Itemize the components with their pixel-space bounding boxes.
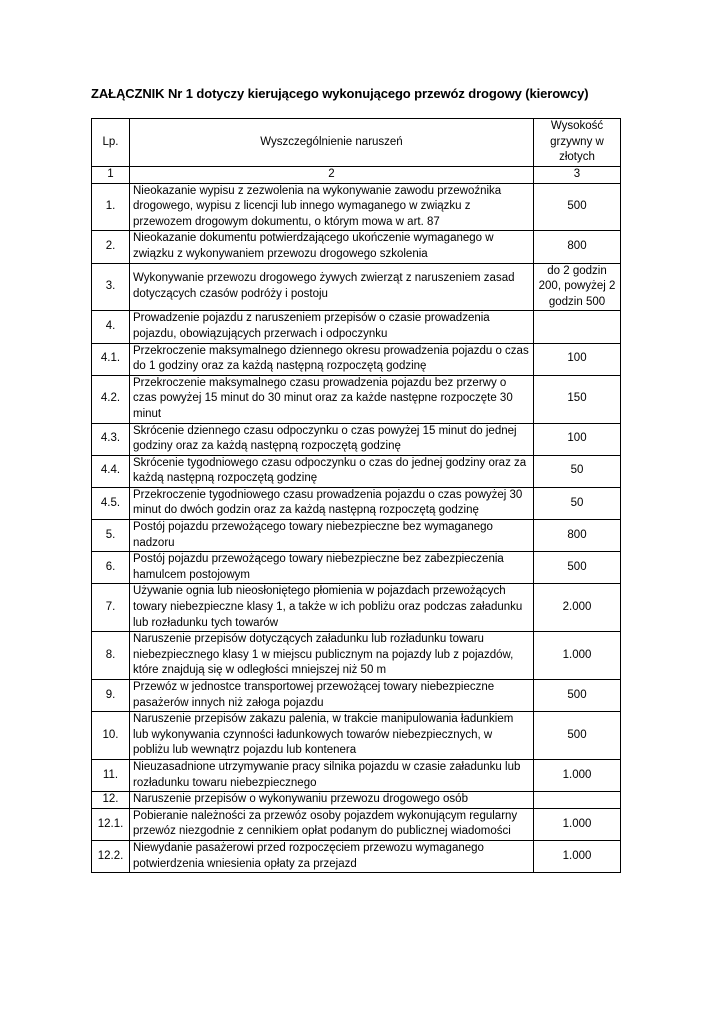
row-lp: 12.2. [92,840,130,872]
table-row [92,455,621,487]
row-amount: 2.000 [534,584,621,632]
row-description: Przekroczenie tygodniowego czasu prowadzenia pojazdu o czas powyżej 30 minut do dwóch godzin oraz za każdą następną rozpoczętą godzinę [130,487,534,519]
table-row [92,584,621,632]
row-lp: 11. [92,759,130,791]
col-number-1: 1 [92,167,130,184]
row-description: Przewóz w jednostce transportowej przewożącej towary niebezpieczne pasażerów innych niż załoga pojazdu [130,680,534,712]
page-title: ZAŁĄCZNIK Nr 1 dotyczy kierującego wykonującego przewóz drogowy (kierowcy) [91,86,589,101]
table-row [92,263,621,311]
row-amount: 150 [534,375,621,423]
row-amount: 1.000 [534,840,621,872]
row-lp: 4. [92,311,130,343]
row-lp: 5. [92,520,130,552]
row-amount: 800 [534,520,621,552]
row-amount: 50 [534,455,621,487]
row-description: Prowadzenie pojazdu z naruszeniem przepisów o czasie prowadzenia pojazdu, obowiązujących przerwach i odpoczynku [130,311,534,343]
row-description: Skrócenie dziennego czasu odpoczynku o czas powyżej 15 minut do jednej godziny oraz za każdą następną rozpoczętą godzinę [130,423,534,455]
row-lp: 4.2. [92,375,130,423]
row-description: Nieokazanie dokumentu potwierdzającego ukończenie wymaganego w związku z wykonywaniem przewozu drogowego szkolenia [130,231,534,263]
table-row [92,375,621,423]
col-number-3: 3 [534,167,621,184]
row-amount: 800 [534,231,621,263]
row-description: Naruszenie przepisów zakazu palenia, w trakcie manipulowania ładunkiem lub wykonywania czynności ładunkowych towarów niebezpiecznych, w pobliżu lub wewnątrz pojazdu lub kontenera [130,712,534,760]
table-row [92,183,621,231]
row-amount: 50 [534,487,621,519]
table-row [92,552,621,584]
row-lp: 4.3. [92,423,130,455]
row-description: Pobieranie należności za przewóz osoby pojazdem wykonującym regularny przewóz niezgodnie z cennikiem opłat podanym do publicznej wiadomości [130,808,534,840]
table-header-row [92,119,621,167]
table-row [92,808,621,840]
row-amount: 1.000 [534,632,621,680]
row-amount: 500 [534,712,621,760]
row-amount: 1.000 [534,759,621,791]
table-row [92,632,621,680]
table-row [92,311,621,343]
row-lp: 2. [92,231,130,263]
row-lp: 10. [92,712,130,760]
table-row [92,231,621,263]
row-amount: 500 [534,680,621,712]
table-row [92,792,621,809]
table-row [92,343,621,375]
row-description: Postój pojazdu przewożącego towary niebezpieczne bez zabezpieczenia hamulcem postojowym [130,552,534,584]
row-description: Przekroczenie maksymalnego dziennego okresu prowadzenia pojazdu o czas do 1 godziny oraz za każdą następną rozpoczętą godzinę [130,343,534,375]
row-lp: 4.1. [92,343,130,375]
row-amount: 500 [534,552,621,584]
row-amount [534,311,621,343]
row-description: Naruszenie przepisów dotyczących załadunku lub rozładunku towaru niebezpiecznego klasy 1 w miejscu publicznym na pojazdy lub z pojazdów, które znajdują się w odległości mniejszej niż 50 m [130,632,534,680]
row-lp: 4.4. [92,455,130,487]
row-amount: 1.000 [534,808,621,840]
row-amount: 100 [534,423,621,455]
header-lp: Lp. [92,119,130,167]
header-amount: Wysokość grzywny w złotych [534,119,621,167]
table-row [92,423,621,455]
row-lp: 4.5. [92,487,130,519]
row-amount [534,792,621,809]
row-amount: 100 [534,343,621,375]
row-lp: 7. [92,584,130,632]
row-description: Postój pojazdu przewożącego towary niebezpieczne bez wymaganego nadzoru [130,520,534,552]
table-row [92,712,621,760]
row-amount: 500 [534,183,621,231]
violations-table [91,118,621,873]
col-number-2: 2 [130,167,534,184]
table-row [92,840,621,872]
row-description: Naruszenie przepisów o wykonywaniu przewozu drogowego osób [130,792,534,809]
table-row [92,487,621,519]
row-description: Skrócenie tygodniowego czasu odpoczynku o czas do jednej godziny oraz za każdą następną rozpoczętą godzinę [130,455,534,487]
row-lp: 12.1. [92,808,130,840]
column-numbering-row [92,167,621,184]
row-lp: 8. [92,632,130,680]
row-lp: 1. [92,183,130,231]
table-row [92,680,621,712]
row-description: Nieuzasadnione utrzymywanie pracy silnika pojazdu w czasie załadunku lub rozładunku towaru niebezpiecznego [130,759,534,791]
row-lp: 12. [92,792,130,809]
row-amount: do 2 godzin 200, powyżej 2 godzin 500 [534,263,621,311]
row-description: Używanie ognia lub nieosłoniętego płomienia w pojazdach przewożących towary niebezpieczne klasy 1, a także w ich pobliżu oraz podczas załadunku lub rozładunku tych towarów [130,584,534,632]
row-lp: 3. [92,263,130,311]
table-row [92,520,621,552]
row-description: Przekroczenie maksymalnego czasu prowadzenia pojazdu bez przerwy o czas powyżej 15 minut do 30 minut oraz za każde następne rozpoczęte 30 minut [130,375,534,423]
table-row [92,759,621,791]
row-description: Wykonywanie przewozu drogowego żywych zwierząt z naruszeniem zasad dotyczących czasów podróży i postoju [130,263,534,311]
row-description: Nieokazanie wypisu z zezwolenia na wykonywanie zawodu przewoźnika drogowego, wypisu z licencji lub innego wymaganego w związku z przewozem drogowym dokumentu, o którym mowa w art. 87 [130,183,534,231]
header-description: Wyszczególnienie naruszeń [130,119,534,167]
row-lp: 6. [92,552,130,584]
row-lp: 9. [92,680,130,712]
row-description: Niewydanie pasażerowi przed rozpoczęciem przewozu wymaganego potwierdzenia wniesienia opłaty za przejazd [130,840,534,872]
